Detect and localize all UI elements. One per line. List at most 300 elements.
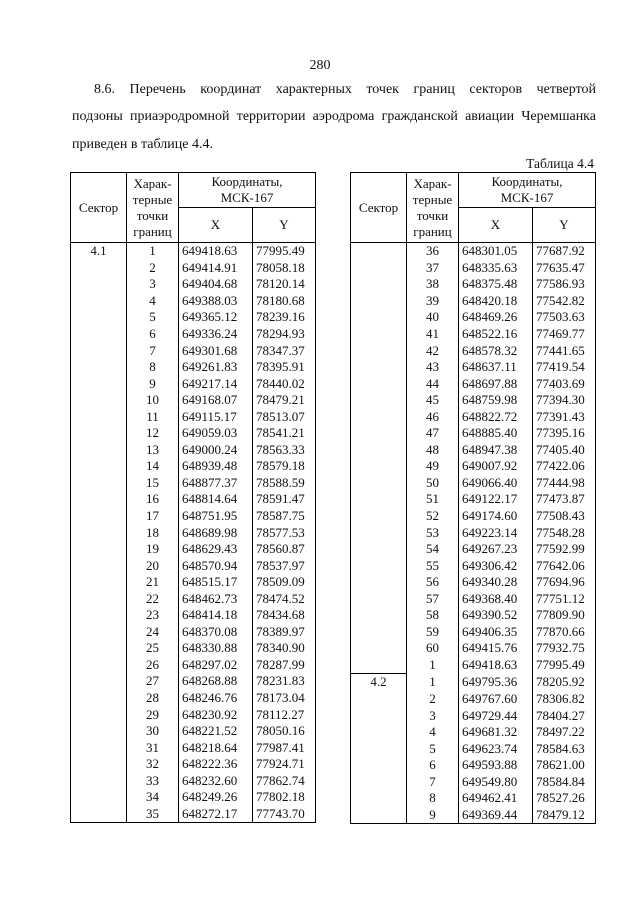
table-row: [71, 789, 316, 806]
cell-y: 77802.18: [253, 789, 316, 806]
cell-x: 649414.91: [179, 260, 253, 277]
table-row: [71, 309, 316, 326]
cell-y: 78497.22: [533, 724, 596, 741]
table-row: [71, 425, 316, 442]
cell-point: 23: [127, 607, 179, 624]
table-row: [351, 757, 596, 774]
cell-y: 77469.77: [533, 326, 596, 343]
cell-y: 77751.12: [533, 590, 596, 607]
cell-y: 78584.84: [533, 774, 596, 791]
table-row: [351, 375, 596, 392]
table-row: [71, 359, 316, 376]
cell-x: 648814.64: [179, 491, 253, 508]
cell-point: 8: [407, 790, 459, 807]
cell-x: 649301.68: [179, 342, 253, 359]
cell-x: 649681.32: [459, 724, 533, 741]
header-coordinates: Координаты, МСК-167: [459, 173, 596, 208]
cell-sector: [71, 359, 127, 376]
cell-point: 48: [407, 442, 459, 459]
cell-sector: [71, 458, 127, 475]
cell-y: 77870.66: [533, 624, 596, 641]
cell-sector: [71, 806, 127, 823]
cell-y: 78527.26: [533, 790, 596, 807]
cell-x: 648469.26: [459, 309, 533, 326]
cell-y: 77441.65: [533, 342, 596, 359]
cell-y: 78347.37: [253, 342, 316, 359]
cell-y: 77592.99: [533, 541, 596, 558]
cell-x: 648637.11: [459, 359, 533, 376]
cell-sector: [351, 691, 407, 708]
cell-x: 649368.40: [459, 590, 533, 607]
cell-y: 78560.87: [253, 541, 316, 558]
cell-x: 648330.88: [179, 640, 253, 657]
cell-point: 15: [127, 475, 179, 492]
cell-point: 9: [407, 807, 459, 824]
header-y: Y: [533, 208, 596, 243]
cell-point: 31: [127, 739, 179, 756]
cell-y: 78180.68: [253, 293, 316, 310]
cell-x: 648822.72: [459, 408, 533, 425]
cell-x: 648939.48: [179, 458, 253, 475]
cell-point: 1: [127, 243, 179, 260]
cell-y: 78509.09: [253, 574, 316, 591]
cell-y: 78395.91: [253, 359, 316, 376]
cell-point: 34: [127, 789, 179, 806]
cell-sector: [351, 624, 407, 641]
cell-y: 78306.82: [533, 691, 596, 708]
cell-sector: [351, 541, 407, 558]
cell-y: 78058.18: [253, 260, 316, 277]
cell-sector: [351, 260, 407, 277]
table-row: [351, 524, 596, 541]
cell-x: 649388.03: [179, 293, 253, 310]
cell-x: 649336.24: [179, 326, 253, 343]
cell-y: 78050.16: [253, 723, 316, 740]
table-row: [71, 723, 316, 740]
cell-sector: [71, 260, 127, 277]
table-row: [351, 807, 596, 824]
table-row: [351, 624, 596, 641]
cell-y: 77444.98: [533, 475, 596, 492]
cell-y: 78621.00: [533, 757, 596, 774]
table-row: [71, 706, 316, 723]
header-points: Харак- терные точки границ: [407, 173, 459, 243]
table-row: [71, 739, 316, 756]
cell-y: 77391.43: [533, 408, 596, 425]
cell-sector: [71, 706, 127, 723]
cell-y: 78541.21: [253, 425, 316, 442]
cell-point: 57: [407, 590, 459, 607]
cell-y: 77687.92: [533, 243, 596, 260]
cell-y: 78287.99: [253, 657, 316, 674]
cell-y: 78440.02: [253, 375, 316, 392]
cell-x: 649168.07: [179, 392, 253, 409]
cell-x: 649000.24: [179, 442, 253, 459]
cell-sector: [351, 326, 407, 343]
cell-point: 32: [127, 756, 179, 773]
intro-line-1: 8.6. Перечень координат характерных точек границ секторов четвертой: [94, 82, 596, 97]
cell-x: 648414.18: [179, 607, 253, 624]
cell-x: 648301.05: [459, 243, 533, 260]
cell-y: 78537.97: [253, 557, 316, 574]
cell-sector: [71, 541, 127, 558]
cell-sector: [351, 276, 407, 293]
table-row: [71, 557, 316, 574]
cell-point: 47: [407, 425, 459, 442]
cell-y: 78579.18: [253, 458, 316, 475]
cell-y: 77394.30: [533, 392, 596, 409]
cell-sector: [351, 458, 407, 475]
cell-point: 58: [407, 607, 459, 624]
cell-sector: [351, 243, 407, 260]
page-number: 280: [309, 58, 331, 73]
cell-sector: [71, 723, 127, 740]
table-row: [71, 806, 316, 823]
cell-x: 649223.14: [459, 524, 533, 541]
cell-x: 649623.74: [459, 740, 533, 757]
cell-point: 18: [127, 524, 179, 541]
cell-x: 649593.88: [459, 757, 533, 774]
cell-y: 77548.28: [533, 524, 596, 541]
cell-point: 16: [127, 491, 179, 508]
cell-sector: [351, 740, 407, 757]
cell-point: 27: [127, 673, 179, 690]
table-row: [71, 690, 316, 707]
cell-y: 77586.93: [533, 276, 596, 293]
cell-y: 78588.59: [253, 475, 316, 492]
cell-y: 78577.53: [253, 524, 316, 541]
cell-point: 7: [407, 774, 459, 791]
coordinates-table-left: [70, 172, 316, 823]
table-row: [71, 342, 316, 359]
table-row: [71, 458, 316, 475]
header-x: X: [459, 208, 533, 243]
table-row: [71, 491, 316, 508]
cell-y: 77419.54: [533, 359, 596, 376]
cell-point: 45: [407, 392, 459, 409]
cell-sector: [351, 757, 407, 774]
cell-point: 1: [407, 657, 459, 674]
cell-point: 42: [407, 342, 459, 359]
cell-point: 33: [127, 773, 179, 790]
table-row: [351, 359, 596, 376]
cell-y: 77995.49: [533, 657, 596, 674]
cell-sector: [351, 342, 407, 359]
cell-x: 648375.48: [459, 276, 533, 293]
cell-y: 77403.69: [533, 375, 596, 392]
cell-x: 648697.88: [459, 375, 533, 392]
table-row: [351, 392, 596, 409]
cell-point: 39: [407, 293, 459, 310]
cell-x: 649795.36: [459, 674, 533, 691]
cell-y: 77932.75: [533, 640, 596, 657]
cell-sector: [351, 524, 407, 541]
table-row: [351, 276, 596, 293]
cell-y: 78434.68: [253, 607, 316, 624]
cell-point: 50: [407, 475, 459, 492]
cell-y: 77694.96: [533, 574, 596, 591]
cell-sector: [71, 657, 127, 674]
cell-sector: [71, 408, 127, 425]
cell-point: 2: [127, 260, 179, 277]
cell-point: 37: [407, 260, 459, 277]
table-row: [71, 607, 316, 624]
cell-sector: [71, 640, 127, 657]
cell-sector: [71, 425, 127, 442]
table-row: [71, 624, 316, 641]
table-row: [351, 640, 596, 657]
cell-point: 13: [127, 442, 179, 459]
cell-x: 648335.63: [459, 260, 533, 277]
cell-x: 648221.52: [179, 723, 253, 740]
cell-y: 77743.70: [253, 806, 316, 823]
table-row: [351, 260, 596, 277]
cell-x: 648462.73: [179, 590, 253, 607]
table-row: [351, 408, 596, 425]
table-row: [351, 774, 596, 791]
cell-y: 77995.49: [253, 243, 316, 260]
cell-sector: [71, 276, 127, 293]
cell-sector: [351, 807, 407, 824]
right-table-body: [351, 243, 596, 824]
cell-x: 648249.26: [179, 789, 253, 806]
cell-sector: [71, 739, 127, 756]
cell-y: 77473.87: [533, 491, 596, 508]
cell-x: 649122.17: [459, 491, 533, 508]
cell-x: 649549.80: [459, 774, 533, 791]
cell-point: 6: [407, 757, 459, 774]
table-row: [351, 674, 596, 691]
cell-sector: [351, 657, 407, 674]
cell-point: 49: [407, 458, 459, 475]
cell-x: 649261.83: [179, 359, 253, 376]
cell-sector: [71, 475, 127, 492]
cell-x: 649406.35: [459, 624, 533, 641]
table-row: [71, 657, 316, 674]
table-row: [71, 408, 316, 425]
table-row: [351, 243, 596, 260]
table-row: [351, 607, 596, 624]
cell-sector: [71, 392, 127, 409]
cell-point: 35: [127, 806, 179, 823]
cell-sector: [351, 392, 407, 409]
table-row: [351, 293, 596, 310]
cell-sector: [71, 624, 127, 641]
cell-sector: [351, 640, 407, 657]
cell-point: 52: [407, 508, 459, 525]
table-row: [351, 740, 596, 757]
cell-point: 21: [127, 574, 179, 591]
cell-x: 649415.76: [459, 640, 533, 657]
cell-point: 60: [407, 640, 459, 657]
table-row: [71, 524, 316, 541]
cell-x: 649369.44: [459, 807, 533, 824]
cell-x: 649306.42: [459, 557, 533, 574]
cell-sector: [71, 442, 127, 459]
cell-point: 43: [407, 359, 459, 376]
table-row: [71, 243, 316, 260]
cell-y: 77508.43: [533, 508, 596, 525]
table-row: [351, 724, 596, 741]
cell-y: 77987.41: [253, 739, 316, 756]
intro-line-3: приведен в таблице 4.4.: [72, 137, 213, 152]
cell-point: 24: [127, 624, 179, 641]
cell-y: 78294.93: [253, 326, 316, 343]
cell-x: 648877.37: [179, 475, 253, 492]
cell-sector: [351, 293, 407, 310]
cell-point: 40: [407, 309, 459, 326]
cell-sector: [351, 408, 407, 425]
cell-x: 648297.02: [179, 657, 253, 674]
cell-y: 78340.90: [253, 640, 316, 657]
cell-y: 78112.27: [253, 706, 316, 723]
cell-point: 28: [127, 690, 179, 707]
cell-sector: [351, 590, 407, 607]
cell-sector: [351, 774, 407, 791]
cell-sector: [351, 475, 407, 492]
cell-sector: [71, 690, 127, 707]
cell-point: 30: [127, 723, 179, 740]
table-row: [351, 442, 596, 459]
cell-point: 59: [407, 624, 459, 641]
cell-sector: [351, 375, 407, 392]
table-row: [351, 691, 596, 708]
table-row: [71, 508, 316, 525]
header-x: X: [179, 208, 253, 243]
cell-sector: [71, 524, 127, 541]
cell-y: 77862.74: [253, 773, 316, 790]
cell-sector: [351, 508, 407, 525]
cell-sector: [351, 557, 407, 574]
cell-x: 648232.60: [179, 773, 253, 790]
table-row: [71, 574, 316, 591]
table-row: [351, 491, 596, 508]
cell-y: 78389.97: [253, 624, 316, 641]
cell-point: 54: [407, 541, 459, 558]
cell-x: 649462.41: [459, 790, 533, 807]
cell-point: 17: [127, 508, 179, 525]
cell-sector: [351, 425, 407, 442]
cell-point: 3: [407, 707, 459, 724]
cell-point: 4: [127, 293, 179, 310]
cell-point: 12: [127, 425, 179, 442]
cell-sector: [71, 326, 127, 343]
cell-y: 78479.12: [533, 807, 596, 824]
cell-y: 77642.06: [533, 557, 596, 574]
table-row: [71, 392, 316, 409]
cell-x: 648759.98: [459, 392, 533, 409]
cell-y: 77395.16: [533, 425, 596, 442]
cell-point: 56: [407, 574, 459, 591]
cell-sector: [71, 673, 127, 690]
cell-x: 649115.17: [179, 408, 253, 425]
cell-sector: [351, 491, 407, 508]
intro-line-2: подзоны приаэродромной территории аэродрома гражданской авиации Черемшанка: [72, 109, 596, 124]
cell-y: 77635.47: [533, 260, 596, 277]
cell-sector: [351, 442, 407, 459]
cell-x: 649007.92: [459, 458, 533, 475]
table-row: [71, 442, 316, 459]
cell-x: 649066.40: [459, 475, 533, 492]
cell-x: 648272.17: [179, 806, 253, 823]
cell-point: 1: [407, 674, 459, 691]
cell-x: 649365.12: [179, 309, 253, 326]
cell-y: 78239.16: [253, 309, 316, 326]
cell-sector: [351, 790, 407, 807]
cell-y: 78173.04: [253, 690, 316, 707]
cell-y: 77809.90: [533, 607, 596, 624]
table-row: [71, 326, 316, 343]
cell-y: 77542.82: [533, 293, 596, 310]
cell-x: 649729.44: [459, 707, 533, 724]
cell-y: 78205.92: [533, 674, 596, 691]
table-row: [71, 276, 316, 293]
table-row: [351, 425, 596, 442]
cell-x: 649059.03: [179, 425, 253, 442]
cell-sector: 4.1: [71, 243, 127, 260]
table-row: [351, 790, 596, 807]
table-row: [351, 458, 596, 475]
cell-y: 78591.47: [253, 491, 316, 508]
cell-y: 78404.27: [533, 707, 596, 724]
cell-x: 649267.23: [459, 541, 533, 558]
cell-sector: [71, 773, 127, 790]
cell-point: 46: [407, 408, 459, 425]
table-row: [351, 326, 596, 343]
table-row: [351, 657, 596, 674]
cell-point: 20: [127, 557, 179, 574]
cell-sector: [351, 707, 407, 724]
cell-y: 78563.33: [253, 442, 316, 459]
cell-point: 8: [127, 359, 179, 376]
table-row: [71, 673, 316, 690]
table-row: [71, 756, 316, 773]
cell-sector: [71, 491, 127, 508]
cell-point: 3: [127, 276, 179, 293]
cell-point: 44: [407, 375, 459, 392]
cell-x: 648218.64: [179, 739, 253, 756]
table-row: [71, 590, 316, 607]
table-row: [351, 557, 596, 574]
cell-point: 53: [407, 524, 459, 541]
cell-point: 7: [127, 342, 179, 359]
cell-sector: [351, 724, 407, 741]
cell-y: 78231.83: [253, 673, 316, 690]
cell-y: 78479.21: [253, 392, 316, 409]
cell-sector: [351, 309, 407, 326]
cell-x: 648578.32: [459, 342, 533, 359]
table-row: [71, 293, 316, 310]
cell-point: 38: [407, 276, 459, 293]
cell-point: 9: [127, 375, 179, 392]
cell-point: 10: [127, 392, 179, 409]
cell-sector: 4.2: [351, 674, 407, 691]
cell-x: 648522.16: [459, 326, 533, 343]
table-row: [351, 475, 596, 492]
cell-sector: [71, 574, 127, 591]
cell-sector: [71, 309, 127, 326]
cell-y: 77924.71: [253, 756, 316, 773]
cell-x: 648751.95: [179, 508, 253, 525]
left-table-body: [71, 243, 316, 823]
cell-sector: [71, 590, 127, 607]
cell-x: 649418.63: [459, 657, 533, 674]
cell-x: 648222.36: [179, 756, 253, 773]
cell-y: 77422.06: [533, 458, 596, 475]
table-row: [71, 541, 316, 558]
cell-y: 78474.52: [253, 590, 316, 607]
table-row: [71, 773, 316, 790]
